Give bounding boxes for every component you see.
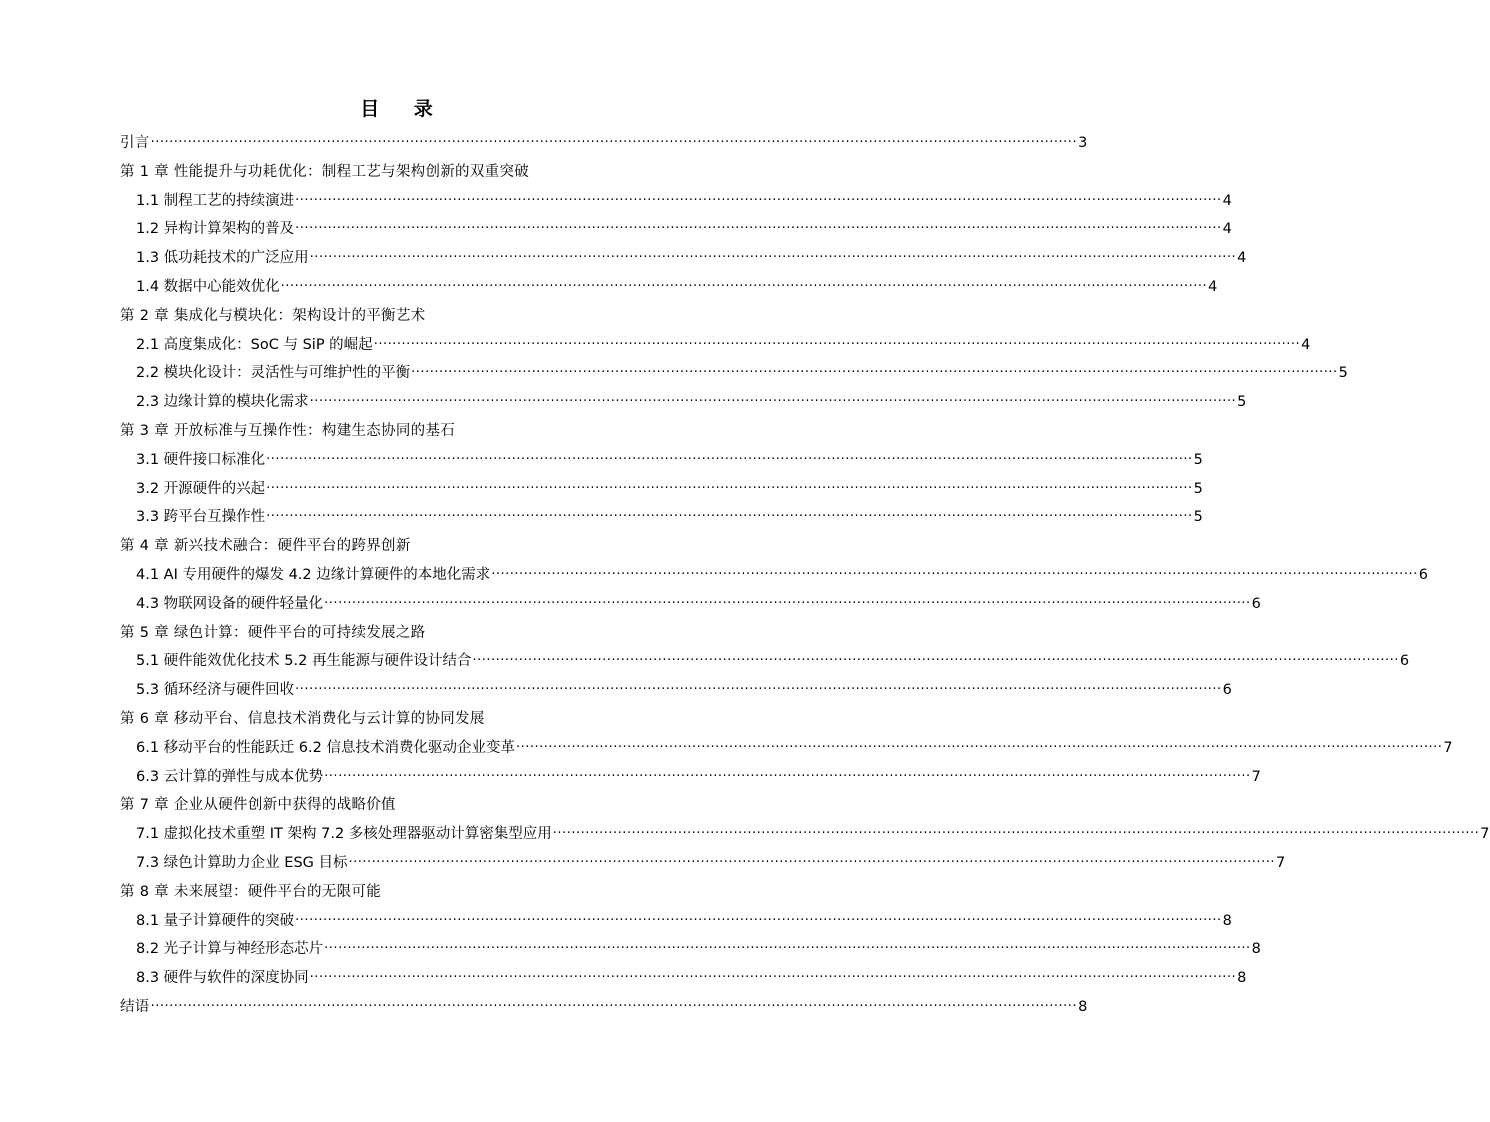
toc-section-entry[interactable] — [136, 815, 1490, 844]
toc-leader-dots: ········································································································································································································ — [309, 394, 1237, 410]
toc-page-number: 6 — [1399, 653, 1410, 670]
toc-entry-label: 4.3 物联网设备的硬件轻量化 — [136, 595, 324, 612]
toc-section-entry[interactable] — [136, 354, 1348, 383]
toc-page-number: 5 — [1237, 394, 1247, 411]
toc-leader-dots: ········································································································································································································ — [348, 855, 1275, 870]
toc-entry-label: 第 1 章 性能提升与功耗优化：制程工艺与架构创新的双重突破 — [120, 163, 530, 180]
toc-leader-dots: ········································································································································································································ — [150, 135, 1078, 150]
toc-page-number: 7 — [1480, 826, 1490, 843]
toc-section-entry[interactable] — [136, 498, 1203, 527]
toc-entry-label: 第 6 章 移动平台、信息技术消费化与云计算的协同发展 — [120, 711, 485, 727]
toc-page-number: 7 — [1251, 768, 1261, 785]
toc-leader-dots: ········································································································································································································ — [309, 250, 1237, 266]
toc-page-number: 8 — [1078, 999, 1088, 1015]
toc-leader-dots: ········································································································································································································ — [552, 826, 1480, 842]
toc-section-entry[interactable] — [136, 930, 1261, 959]
toc-chapter-entry[interactable] — [120, 527, 411, 556]
toc-section-entry[interactable] — [136, 729, 1453, 758]
toc-leader-dots: ········································································································································································································ — [411, 365, 1338, 381]
toc-leader-dots: ········································································································································································································ — [491, 567, 1418, 582]
toc-entry-label: 1.4 数据中心能效优化 — [136, 279, 280, 295]
toc-page-number: 5 — [1193, 480, 1203, 497]
toc-section-entry[interactable] — [136, 959, 1247, 988]
toc-entry-label: 8.3 硬件与软件的深度协同 — [136, 970, 309, 987]
toc-leader-dots: ········································································································································································································ — [266, 480, 1193, 496]
toc-section-entry[interactable] — [136, 326, 1311, 355]
toc-leader-dots: ········································································································································································································ — [324, 768, 1251, 784]
toc-chapter-entry[interactable] — [120, 297, 425, 326]
toc-entry-label: 6.1 移动平台的性能跃迁 6.2 信息技术消费化驱动企业变革 — [136, 739, 515, 756]
toc-entry-label: 第 5 章 绿色计算：硬件平台的可持续发展之路 — [120, 624, 426, 641]
toc-page-number: 3 — [1078, 135, 1088, 151]
toc-chapter-entry[interactable] — [120, 873, 381, 902]
toc-entry-label: 1.2 异构计算架构的普及 — [136, 221, 295, 238]
toc-leader-dots: ········································································································································································································ — [150, 999, 1078, 1014]
toc-section-entry[interactable] — [136, 210, 1232, 239]
toc-entry-label: 6.3 云计算的弹性与成本优势 — [136, 768, 324, 785]
toc-section-entry[interactable] — [136, 758, 1261, 787]
toc-section-entry[interactable] — [136, 268, 1218, 297]
toc-leader-dots: ········································································································································································································ — [295, 192, 1222, 208]
toc-leader-dots: ········································································································································································································ — [472, 653, 1399, 669]
toc-page-number: 5 — [1193, 451, 1203, 468]
toc-leader-dots: ········································································································································································································ — [295, 682, 1222, 698]
toc-leader-dots: ········································································································································································································ — [515, 739, 1443, 755]
toc-entry-label: 4.1 AI 专用硬件的爆发 4.2 边缘计算硬件的本地化需求 — [136, 567, 491, 583]
toc-entry-label: 3.3 跨平台互操作性 — [136, 509, 266, 526]
toc-entry-label: 8.2 光子计算与神经形态芯片 — [136, 941, 324, 958]
toc-entry-label: 3.2 开源硬件的兴起 — [136, 480, 266, 497]
toc-leader-dots: ········································································································································································································ — [373, 336, 1301, 352]
toc-section-entry[interactable] — [136, 902, 1232, 931]
toc-entry-label: 第 2 章 集成化与模块化：架构设计的平衡艺术 — [120, 307, 426, 324]
toc-page-number: 4 — [1208, 279, 1218, 295]
toc-section-entry[interactable] — [136, 642, 1410, 671]
toc-section-entry[interactable] — [136, 844, 1286, 873]
toc-entry-label: 5.3 循环经济与硬件回收 — [136, 682, 295, 699]
toc-entry-label: 第 3 章 开放标准与互操作性：构建生态协同的基石 — [120, 423, 456, 439]
toc-page-number: 4 — [1301, 336, 1311, 353]
toc-title: 目 录 — [360, 98, 447, 120]
toc-chapter-entry[interactable] — [120, 988, 1088, 1017]
toc-section-entry[interactable] — [136, 556, 1428, 585]
toc-entry-label: 7.3 绿色计算助力企业 ESG 目标 — [136, 855, 348, 871]
toc-entry-label: 引言 — [120, 135, 150, 151]
toc-chapter-entry[interactable] — [120, 786, 396, 815]
toc-chapter-entry[interactable] — [120, 124, 1088, 153]
toc-entry-label: 结语 — [120, 999, 150, 1015]
toc-page-number: 7 — [1443, 739, 1453, 756]
toc-section-entry[interactable] — [136, 585, 1261, 614]
toc-page-number: 6 — [1418, 567, 1428, 583]
toc-leader-dots: ········································································································································································································ — [295, 912, 1222, 928]
toc-chapter-entry[interactable] — [120, 700, 485, 729]
toc-entry-label: 2.3 边缘计算的模块化需求 — [136, 394, 309, 411]
toc-page-number: 8 — [1251, 941, 1261, 958]
toc-leader-dots: ········································································································································································································ — [295, 221, 1222, 237]
toc-section-entry[interactable] — [136, 470, 1203, 499]
toc-page-number: 8 — [1237, 970, 1247, 987]
toc-entry-label: 1.1 制程工艺的持续演进 — [136, 192, 295, 209]
toc-leader-dots: ········································································································································································································ — [266, 451, 1193, 467]
toc-leader-dots: ········································································································································································································ — [280, 279, 1208, 294]
toc-entry-label: 第 4 章 新兴技术融合：硬件平台的跨界创新 — [120, 538, 411, 555]
toc-chapter-entry[interactable] — [120, 153, 529, 182]
toc-entry-label: 8.1 量子计算硬件的突破 — [136, 912, 295, 929]
toc-page-number: 8 — [1222, 912, 1232, 929]
toc-section-entry[interactable] — [136, 182, 1232, 211]
toc-entry-label: 2.2 模块化设计：灵活性与可维护性的平衡 — [136, 365, 411, 382]
toc-entry-label: 5.1 硬件能效优化技术 5.2 再生能源与硬件设计结合 — [136, 653, 472, 670]
toc-leader-dots: ········································································································································································································ — [266, 509, 1193, 525]
toc-leader-dots: ········································································································································································································ — [324, 941, 1251, 957]
toc-page-number: 7 — [1275, 855, 1286, 871]
toc-chapter-entry[interactable] — [120, 412, 455, 441]
toc-entry-label: 3.1 硬件接口标准化 — [136, 451, 266, 468]
toc-entry-label: 第 7 章 企业从硬件创新中获得的战略价值 — [120, 797, 396, 814]
toc-page-number: 4 — [1222, 192, 1232, 209]
toc-section-entry[interactable] — [136, 383, 1247, 412]
toc-chapter-entry[interactable] — [120, 614, 425, 643]
toc-leader-dots: ········································································································································································································ — [324, 595, 1251, 611]
toc-section-entry[interactable] — [136, 671, 1232, 700]
toc-entry-label: 7.1 虚拟化技术重塑 IT 架构 7.2 多核处理器驱动计算密集型应用 — [136, 826, 552, 843]
toc-page-number: 5 — [1338, 365, 1348, 382]
toc-page-number: 4 — [1237, 250, 1247, 267]
toc-page-number: 5 — [1193, 509, 1203, 526]
toc-section-entry[interactable] — [136, 239, 1247, 268]
toc-entry-label: 2.1 高度集成化：SoC 与 SiP 的崛起 — [136, 336, 373, 353]
toc-section-entry[interactable] — [136, 441, 1203, 470]
toc-entry-label: 第 8 章 未来展望：硬件平台的无限可能 — [120, 883, 382, 900]
toc-leader-dots: ········································································································································································································ — [309, 970, 1237, 986]
toc-page-number: 6 — [1251, 595, 1261, 612]
toc-page-number: 4 — [1222, 221, 1232, 238]
toc-page-number: 6 — [1222, 682, 1232, 699]
toc-entry-label: 1.3 低功耗技术的广泛应用 — [136, 250, 309, 267]
